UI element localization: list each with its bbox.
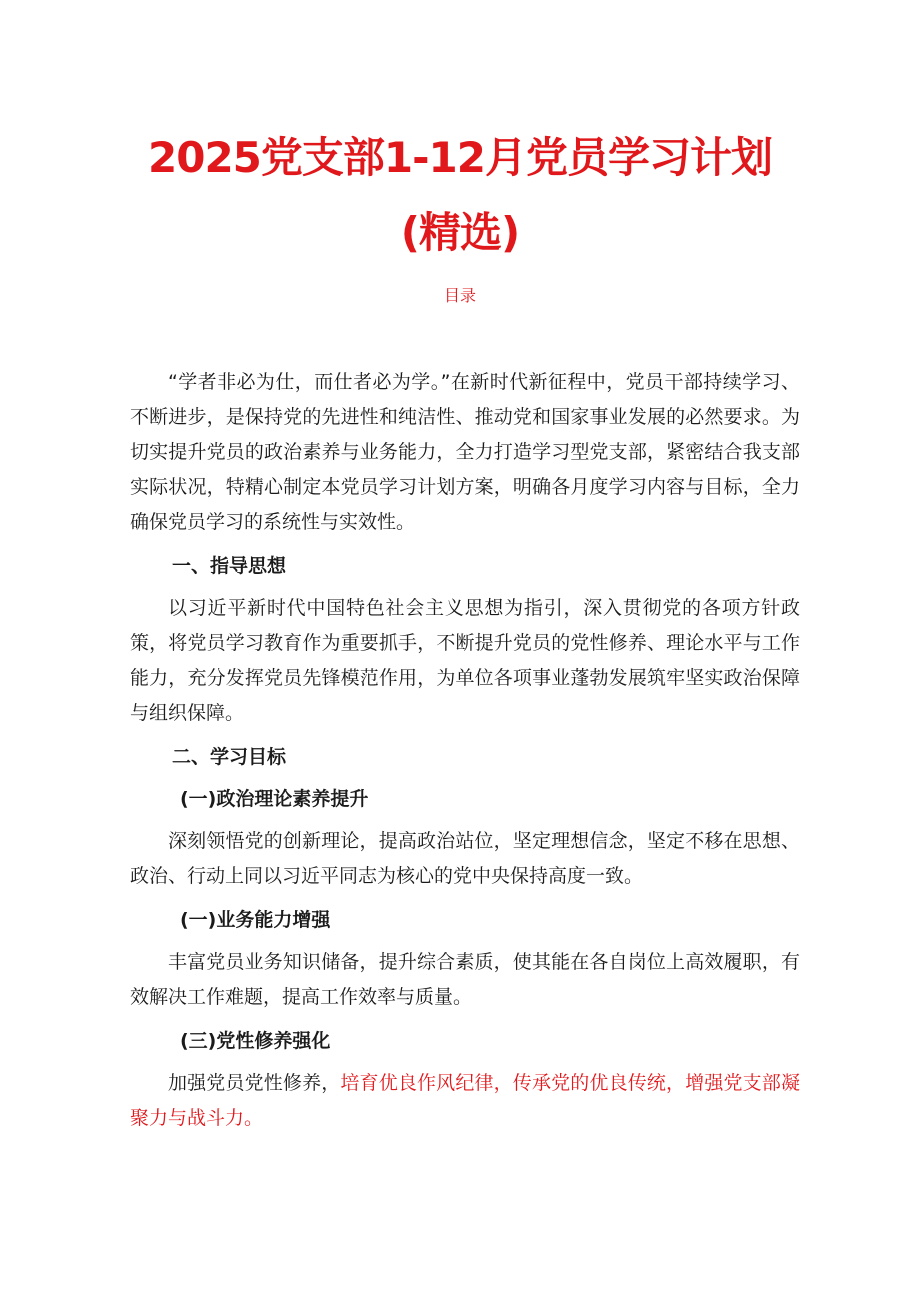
section-heading-guiding-thought: 一、指导思想: [172, 555, 287, 577]
political-theory-paragraph: 深刻领悟党的创新理论，提高政治站位，坚定理想信念，坚定不移在思想、政治、行动上同以习近平同志为核心的党中央保持高度一致。: [130, 830, 800, 887]
toc-link[interactable]: 目录: [443, 286, 476, 305]
document-subtitle: (精选): [400, 208, 520, 257]
subheading-party-spirit: (三)党性修养强化: [180, 1030, 331, 1052]
party-spirit-highlight: 培育优良作风纪律，传承党的优良传统，增强党支部凝聚力与战斗力。: [130, 1072, 800, 1129]
guiding-thought-paragraph: 以习近平新时代中国特色社会主义思想为指引，深入贯彻党的各项方针政策，将党员学习教育作为重要抓手，不断提升党员的党性修养、理论水平与工作能力，充分发挥党员先锋模范作用，为单位各项事业蓬勃发展筑牢坚实政治保障与组织保障。: [130, 597, 800, 724]
business-ability-paragraph: 丰富党员业务知识储备，提升综合素质，使其能在各自岗位上高效履职，有效解决工作难题，提高工作效率与质量。: [130, 951, 800, 1008]
document-body: [130, 365, 800, 1136]
section-heading-learning-goals: 二、学习目标: [172, 746, 287, 768]
party-spirit-paragraph: [130, 1066, 800, 1136]
intro-paragraph: “学者非必为仕，而仕者必为学。”在新时代新征程中，党员干部持续学习、不断进步，是保持党的先进性和纯洁性、推动党和国家事业发展的必然要求。为切实提升党员的政治素养与业务能力，全力打造学习型党支部，紧密结合我支部实际状况，特精心制定本党员学习计划方案，明确各月度学习内容与目标，全力确保党员学习的系统性与实效性。: [130, 371, 800, 533]
subheading-political-theory: (一)政治理论素养提升: [180, 788, 369, 810]
party-spirit-text: 加强党员党性修养，: [168, 1072, 341, 1094]
subheading-business-ability: (一)业务能力增强: [180, 909, 331, 931]
document-title: 2025党支部1-12月党员学习计划: [148, 133, 772, 182]
